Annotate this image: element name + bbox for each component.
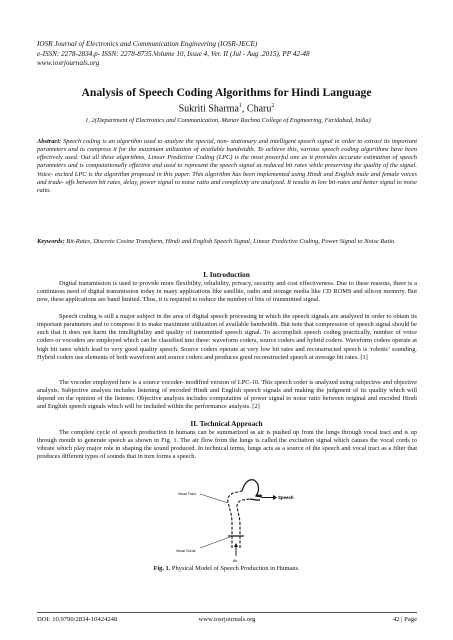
keywords: [37, 238, 417, 246]
abstract: [37, 138, 417, 195]
journal-issn: e-ISSN: 2278-2834,p- ISSN: 2278-8735.Volume 10, Issue 4, Ver. II (Jul - Aug .2015), PP 42-48: [37, 49, 310, 58]
intro-paragraph-1: Digital transmission is used to provide more flexibility, reliability, privacy, security and cost effectiveness. Due to these reasons, there is a continuous need of digital transmission today in many applications like satellite, radio and storage media like CD ROMS and silicon memory. But now, these applications are band limited. Thus, it is required to reduce the number of bits of transmitted signal.: [37, 280, 417, 304]
label-speech: Speech: [278, 495, 294, 500]
label-vocal-tract: Vocal Tract: [178, 492, 196, 496]
footer-doi: DOI: 10.9790/2834-10424248: [37, 616, 118, 623]
figure-caption-text: Physical Model of Speech Production in Humans.: [170, 565, 300, 572]
label-air: Air: [233, 559, 238, 563]
figure-caption: [0, 565, 453, 572]
abstract-label: Abstract:: [37, 138, 62, 145]
speech-production-figure: [170, 466, 310, 563]
journal-website[interactable]: www.iosrjournals.org: [37, 59, 100, 68]
paper-authors: Sukriti Sharma$^1$, Charu$^2$: [178, 103, 275, 115]
intro-paragraph-3: The vocoder employed here is a source vocoder- modified version of LPC-10. This speech coder is analyzed using subjective and objective analysis. Subjective analysis includes listening of encoded Hindi and English speech signals and making the judgment of its quality which will depend on the opinion of the listener. Objective analysis includes computation of power signal to noise ratio between original and encoded Hindi and English speech signals which will be included within the performance analysis. [2]: [37, 379, 417, 411]
paper-title: Analysis of Speech Coding Algorithms for Hindi Language: [81, 86, 372, 99]
journal-header: [37, 40, 417, 69]
journal-name: IOSR Journal of Electronics and Communication Engineering (IOSR-JECE): [37, 40, 258, 48]
footer-page-number: 42 | Page: [392, 616, 417, 623]
speech-production-diagram: [170, 466, 310, 563]
technical-paragraph-1: The complete cycle of speech production in humans can be summarized as air is pushed up from the lungs through vocal tract and is up through mouth to generate speech as shown in Fig. 1. The air flow from the lungs is called the excitation signal which causes the vocal cords to vibrate which play major role in shaping the sound produced. In technical terms, lungs acts as a source of the speech and vocal tract as a filter that produces different types of sounds that in turn forms a speech.: [37, 429, 417, 461]
label-vocal-cords: Vocal Cords: [176, 549, 196, 553]
figure-caption-number: Fig. 1.: [153, 565, 171, 572]
section-heading-introduction: I. Introduction: [203, 270, 250, 279]
keywords-label: Keywords:: [37, 238, 65, 245]
section-heading-technical-approach: II. Technical Approach: [190, 419, 263, 428]
page-footer: [37, 612, 417, 623]
footer-website[interactable]: www.iosrjournals.org: [198, 616, 256, 623]
abstract-text: Speech coding is an algorithm used to analyze the special, non- stationary and intelligent speech signal in order to extract its important parameters and to compress it for the maximum utilization of available bandwidth. To achieve this, various speech coding algorithms have been effectively used. Out all these algorithms, Linear Predictive Coding (LPC) is the most powerful one as it provides accurate estimation of speech parameters and is computationally effective and used to represent the speech signal at reduced bit rates while preserving the quality of the signal. Voice- excited LPC is the algorithm proposed in this paper. This algorithm has been implemented using Hindi and English male and female voices and trade- offs between bit rates, delay, power signal to noise ratio and complexity are analyzed. It results in low bit-rates and better signal to noise ratio.: [37, 138, 417, 194]
affiliation: 1, 2(Department of Electronics and Communication, Manav Rachna College of Engineering, Faridabad, India): [85, 117, 371, 124]
keywords-text: Bit-Rates, Discrete Cosine Transform, Hindi and English Speech Signal, Linear Predictive Coding, Power Signal to Noise Ratio.: [64, 238, 396, 245]
intro-paragraph-2: Speech coding is still a major subject in the area of digital speech processing in which the speech signals are analyzed in order to obtain its important parameters and to compress it to make maximum utilization of available bandwidth. But note that compression of speech signal should be such that it does not harm the intelligibility and quality of transmitted speech signal. To accomplish speech coding practically, number of voice coders or vocoders are employed which can be classified into three: waveform coders, source coders and hybrid coders. Waveform coders operate at high bit rates which lead to very good quality speech. Source coders operate at very low bit rates and reconstructed speech is 'robotic' sounding. Hybrid coders use elements of both waveform and source coders and produces good reconstructed speech at average bit rates. [1]: [37, 313, 417, 361]
